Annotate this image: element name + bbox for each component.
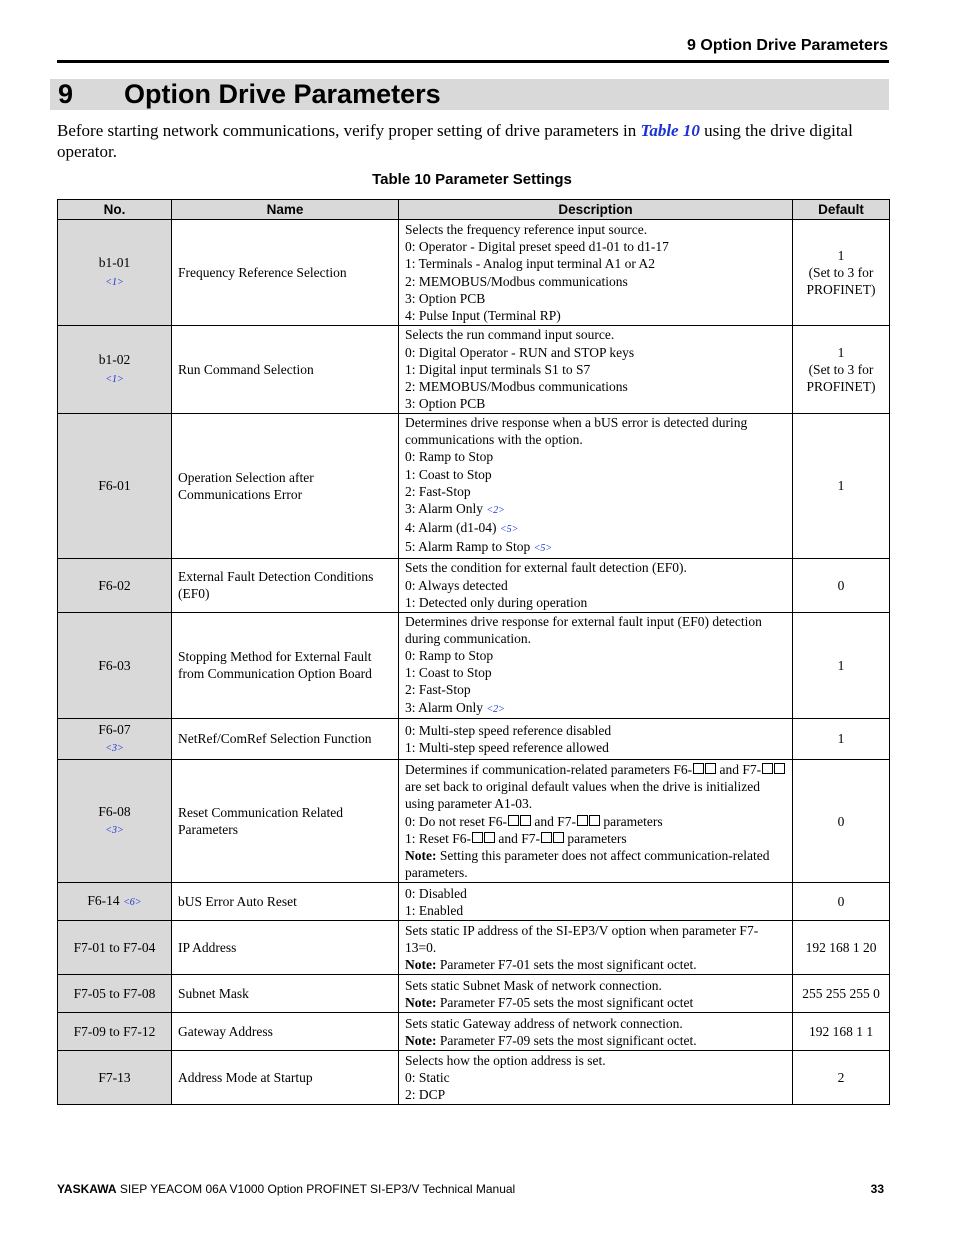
param-name: External Fault Detection Conditions (EF0) bbox=[172, 558, 399, 612]
param-default: 192 168 1 20 bbox=[793, 921, 890, 975]
running-header: 9 Option Drive Parameters bbox=[687, 37, 888, 54]
placeholder-box-icon bbox=[484, 832, 495, 843]
description-line: Determines drive response when a bUS error is detected during communications with the option. bbox=[405, 415, 748, 448]
param-description bbox=[399, 1051, 793, 1105]
footnote-ref[interactable]: <5> bbox=[533, 543, 553, 555]
description-line: 0: Static bbox=[405, 1070, 450, 1086]
description-text: 5: Alarm Ramp to Stop bbox=[405, 539, 534, 555]
param-name: Frequency Reference Selection bbox=[172, 220, 399, 326]
description-line: 0: Disabled bbox=[405, 885, 467, 901]
param-description bbox=[399, 921, 793, 975]
param-name: bUS Error Auto Reset bbox=[172, 883, 399, 921]
description-text: and F7- bbox=[495, 830, 540, 846]
placeholder-box-icon bbox=[520, 815, 531, 826]
param-number: F6-03 bbox=[98, 657, 131, 673]
description-line: Determines drive response for external fault input (EF0) detection during communication. bbox=[405, 613, 762, 646]
description-line: Selects the run command input source. bbox=[405, 327, 615, 343]
param-default bbox=[793, 220, 890, 326]
footnote-ref[interactable]: <2> bbox=[486, 703, 505, 715]
default-line: PROFINET) bbox=[806, 379, 876, 395]
param-number-cell bbox=[58, 883, 172, 921]
param-description bbox=[399, 220, 793, 326]
intro-text-after: using the drive digital operator. bbox=[57, 121, 853, 161]
description-text: Determines if communication-related parameters F6- bbox=[405, 762, 693, 778]
param-number-cell bbox=[58, 921, 172, 975]
description-line: 3: Option PCB bbox=[405, 396, 486, 412]
description-line: 2: Fast-Stop bbox=[405, 483, 471, 499]
note-text: Parameter F7-05 sets the most significant octet bbox=[436, 994, 694, 1010]
description-note bbox=[405, 1032, 786, 1049]
description-text: are set back to original default values when the drive is initialized using parameter A1-03. bbox=[405, 779, 761, 812]
description-text: 3: Alarm Only bbox=[405, 699, 487, 715]
description-text: and F7- bbox=[716, 762, 762, 778]
description-note bbox=[405, 847, 786, 881]
param-default: 1 bbox=[793, 718, 890, 759]
param-number-cell bbox=[58, 326, 172, 414]
placeholder-box-icon bbox=[774, 763, 785, 774]
description-line: 2: MEMOBUS/Modbus communications bbox=[405, 273, 628, 289]
placeholder-box-icon bbox=[472, 832, 483, 843]
description-line: 2: DCP bbox=[405, 1087, 446, 1103]
placeholder-box-icon bbox=[693, 763, 704, 774]
param-number: F7-01 to F7-04 bbox=[73, 940, 156, 956]
description-text: 4: Alarm (d1-04) bbox=[405, 520, 500, 536]
table-row bbox=[58, 414, 890, 559]
footnote-ref[interactable]: <3> bbox=[105, 825, 124, 837]
description-line: Selects the frequency reference input source. bbox=[405, 221, 648, 237]
description-line: 0: Operator - Digital preset speed d1-01 to d1-17 bbox=[405, 239, 669, 255]
param-description bbox=[399, 718, 793, 759]
table-row bbox=[58, 1051, 890, 1105]
footer-brand: YASKAWA bbox=[57, 1182, 117, 1196]
table-row bbox=[58, 326, 890, 414]
placeholder-box-icon bbox=[541, 832, 552, 843]
param-number: F7-09 to F7-12 bbox=[73, 1024, 156, 1040]
param-number: b1-02 bbox=[98, 352, 131, 368]
param-name: Operation Selection after Communications Error bbox=[172, 414, 399, 559]
param-default: 0 bbox=[793, 883, 890, 921]
placeholder-box-icon bbox=[577, 815, 588, 826]
param-name: Stopping Method for External Fault from Communication Option Board bbox=[172, 612, 399, 718]
description-line: 1: Coast to Stop bbox=[405, 466, 492, 482]
param-number: F7-05 to F7-08 bbox=[73, 986, 156, 1002]
description-line: 4: Pulse Input (Terminal RP) bbox=[405, 307, 561, 323]
footer-text: SIEP YEACOM 06A V1000 Option PROFINET SI-EP3/V Technical Manual bbox=[116, 1182, 516, 1196]
description-note bbox=[405, 994, 786, 1011]
default-line: (Set to 3 for bbox=[808, 264, 874, 280]
default-line: 1 bbox=[837, 344, 845, 360]
placeholder-box-icon bbox=[553, 832, 564, 843]
description-line: 1: Multi-step speed reference allowed bbox=[405, 740, 609, 756]
description-line: 0: Multi-step speed reference disabled bbox=[405, 722, 612, 738]
description-line: 2: MEMOBUS/Modbus communications bbox=[405, 379, 628, 395]
description-line: Sets static Subnet Mask of network connection. bbox=[405, 977, 662, 993]
description-line: Sets static Gateway address of network connection. bbox=[405, 1015, 683, 1031]
note-label: Note: bbox=[405, 994, 437, 1010]
description-line bbox=[405, 830, 786, 847]
param-number: F7-13 bbox=[98, 1070, 131, 1086]
param-default: 0 bbox=[793, 558, 890, 612]
param-number: F6-02 bbox=[98, 577, 131, 593]
placeholder-box-icon bbox=[705, 763, 716, 774]
footnote-ref[interactable]: <6> bbox=[123, 897, 142, 909]
param-number: F6-08 bbox=[98, 804, 131, 820]
description-text: 0: Do not reset F6- bbox=[405, 813, 507, 829]
param-number-cell bbox=[58, 558, 172, 612]
description-line bbox=[405, 500, 786, 519]
placeholder-box-icon bbox=[762, 763, 773, 774]
param-number-cell bbox=[58, 414, 172, 559]
table-header-row bbox=[58, 200, 890, 220]
param-name: Run Command Selection bbox=[172, 326, 399, 414]
footnote-ref[interactable]: <2> bbox=[486, 505, 505, 517]
description-line: 2: Fast-Stop bbox=[405, 682, 471, 698]
param-default: 255 255 255 0 bbox=[793, 975, 890, 1013]
table-row bbox=[58, 921, 890, 975]
param-description bbox=[399, 760, 793, 883]
description-paragraph bbox=[405, 761, 786, 813]
param-description bbox=[399, 414, 793, 559]
description-line bbox=[405, 699, 786, 718]
description-line: 1: Detected only during operation bbox=[405, 594, 588, 610]
intro-text-before: Before starting network communications, verify proper setting of drive parameters in bbox=[57, 121, 641, 140]
table-row bbox=[58, 612, 890, 718]
page-number: 33 bbox=[870, 1182, 884, 1196]
description-line: Sets the condition for external fault detection (EF0). bbox=[405, 560, 687, 576]
table-caption: Table 10 Parameter Settings bbox=[372, 171, 572, 188]
default-line: PROFINET) bbox=[806, 282, 876, 298]
param-default: 0 bbox=[793, 760, 890, 883]
param-number-cell bbox=[58, 718, 172, 759]
param-description bbox=[399, 975, 793, 1013]
table-row bbox=[58, 220, 890, 326]
table-row bbox=[58, 1013, 890, 1051]
param-default bbox=[793, 326, 890, 414]
param-description bbox=[399, 326, 793, 414]
footnote-ref[interactable]: <3> bbox=[105, 743, 124, 755]
description-text: 1: Reset F6- bbox=[405, 830, 471, 846]
table-row bbox=[58, 883, 890, 921]
param-name: IP Address bbox=[172, 921, 399, 975]
note-text: Parameter F7-09 sets the most significant octet. bbox=[436, 1032, 697, 1048]
description-line: Sets static IP address of the SI-EP3/V option when parameter F7-13=0. bbox=[405, 922, 759, 956]
note-label: Note: bbox=[405, 848, 437, 864]
param-default: 1 bbox=[793, 612, 890, 718]
table-row bbox=[58, 558, 890, 612]
description-line: 0: Ramp to Stop bbox=[405, 648, 494, 664]
header-rule bbox=[57, 60, 889, 63]
note-text: Setting this parameter does not affect communication-related parameters. bbox=[405, 848, 770, 881]
param-number-cell bbox=[58, 1013, 172, 1051]
column-header-name: Name bbox=[172, 200, 399, 220]
param-number: F6-14 bbox=[87, 893, 120, 909]
param-description bbox=[399, 883, 793, 921]
description-text: 3: Alarm Only bbox=[405, 501, 487, 517]
section-heading bbox=[50, 79, 889, 110]
table-link[interactable]: Table 10 bbox=[640, 121, 700, 140]
param-number-cell bbox=[58, 760, 172, 883]
description-text: parameters bbox=[600, 813, 663, 829]
description-note bbox=[405, 956, 786, 973]
param-description bbox=[399, 1013, 793, 1051]
section-title: Option Drive Parameters bbox=[124, 79, 441, 109]
param-name: Address Mode at Startup bbox=[172, 1051, 399, 1105]
description-line: 0: Digital Operator - RUN and STOP keys bbox=[405, 344, 635, 360]
param-description bbox=[399, 558, 793, 612]
param-number: b1-01 bbox=[98, 255, 131, 271]
description-text: and F7- bbox=[531, 813, 576, 829]
table-row bbox=[58, 718, 890, 759]
param-name: NetRef/ComRef Selection Function bbox=[172, 718, 399, 759]
description-line: 1: Coast to Stop bbox=[405, 665, 492, 681]
description-line bbox=[405, 538, 786, 557]
param-number-cell bbox=[58, 220, 172, 326]
parameter-table bbox=[57, 199, 890, 1105]
intro-paragraph bbox=[57, 120, 889, 162]
note-text: Parameter F7-01 sets the most significant octet. bbox=[436, 957, 697, 973]
param-default: 2 bbox=[793, 1051, 890, 1105]
description-line: 0: Ramp to Stop bbox=[405, 449, 494, 465]
footnote-ref[interactable]: <1> bbox=[105, 276, 124, 288]
param-number-cell bbox=[58, 975, 172, 1013]
param-name: Reset Communication Related Parameters bbox=[172, 760, 399, 883]
footnote-ref[interactable]: <1> bbox=[105, 373, 124, 385]
table-row bbox=[58, 975, 890, 1013]
default-line: 1 bbox=[837, 247, 845, 263]
description-line: 1: Digital input terminals S1 to S7 bbox=[405, 361, 591, 377]
placeholder-box-icon bbox=[589, 815, 600, 826]
param-name: Gateway Address bbox=[172, 1013, 399, 1051]
column-header-description: Description bbox=[399, 200, 793, 220]
placeholder-box-icon bbox=[508, 815, 519, 826]
param-number: F6-07 bbox=[98, 721, 131, 737]
param-number: F6-01 bbox=[98, 478, 131, 494]
description-line: Selects how the option address is set. bbox=[405, 1052, 606, 1068]
section-number: 9 bbox=[58, 79, 74, 109]
note-label: Note: bbox=[405, 957, 437, 973]
param-number-cell bbox=[58, 612, 172, 718]
footer-document-title bbox=[57, 1182, 515, 1196]
description-line bbox=[405, 519, 786, 538]
default-line: (Set to 3 for bbox=[808, 361, 874, 377]
param-default: 192 168 1 1 bbox=[793, 1013, 890, 1051]
param-number-cell bbox=[58, 1051, 172, 1105]
column-header-default: Default bbox=[793, 200, 890, 220]
description-line: 3: Option PCB bbox=[405, 290, 486, 306]
column-header-no: No. bbox=[58, 200, 172, 220]
note-label: Note: bbox=[405, 1032, 437, 1048]
param-default: 1 bbox=[793, 414, 890, 559]
description-line: 0: Always detected bbox=[405, 577, 508, 593]
description-text: parameters bbox=[564, 830, 627, 846]
description-line: 1: Terminals - Analog input terminal A1 or A2 bbox=[405, 256, 656, 272]
description-line: 1: Enabled bbox=[405, 902, 464, 918]
table-row bbox=[58, 760, 890, 883]
param-name: Subnet Mask bbox=[172, 975, 399, 1013]
footnote-ref[interactable]: <5> bbox=[499, 524, 519, 536]
description-line bbox=[405, 813, 786, 830]
param-description bbox=[399, 612, 793, 718]
